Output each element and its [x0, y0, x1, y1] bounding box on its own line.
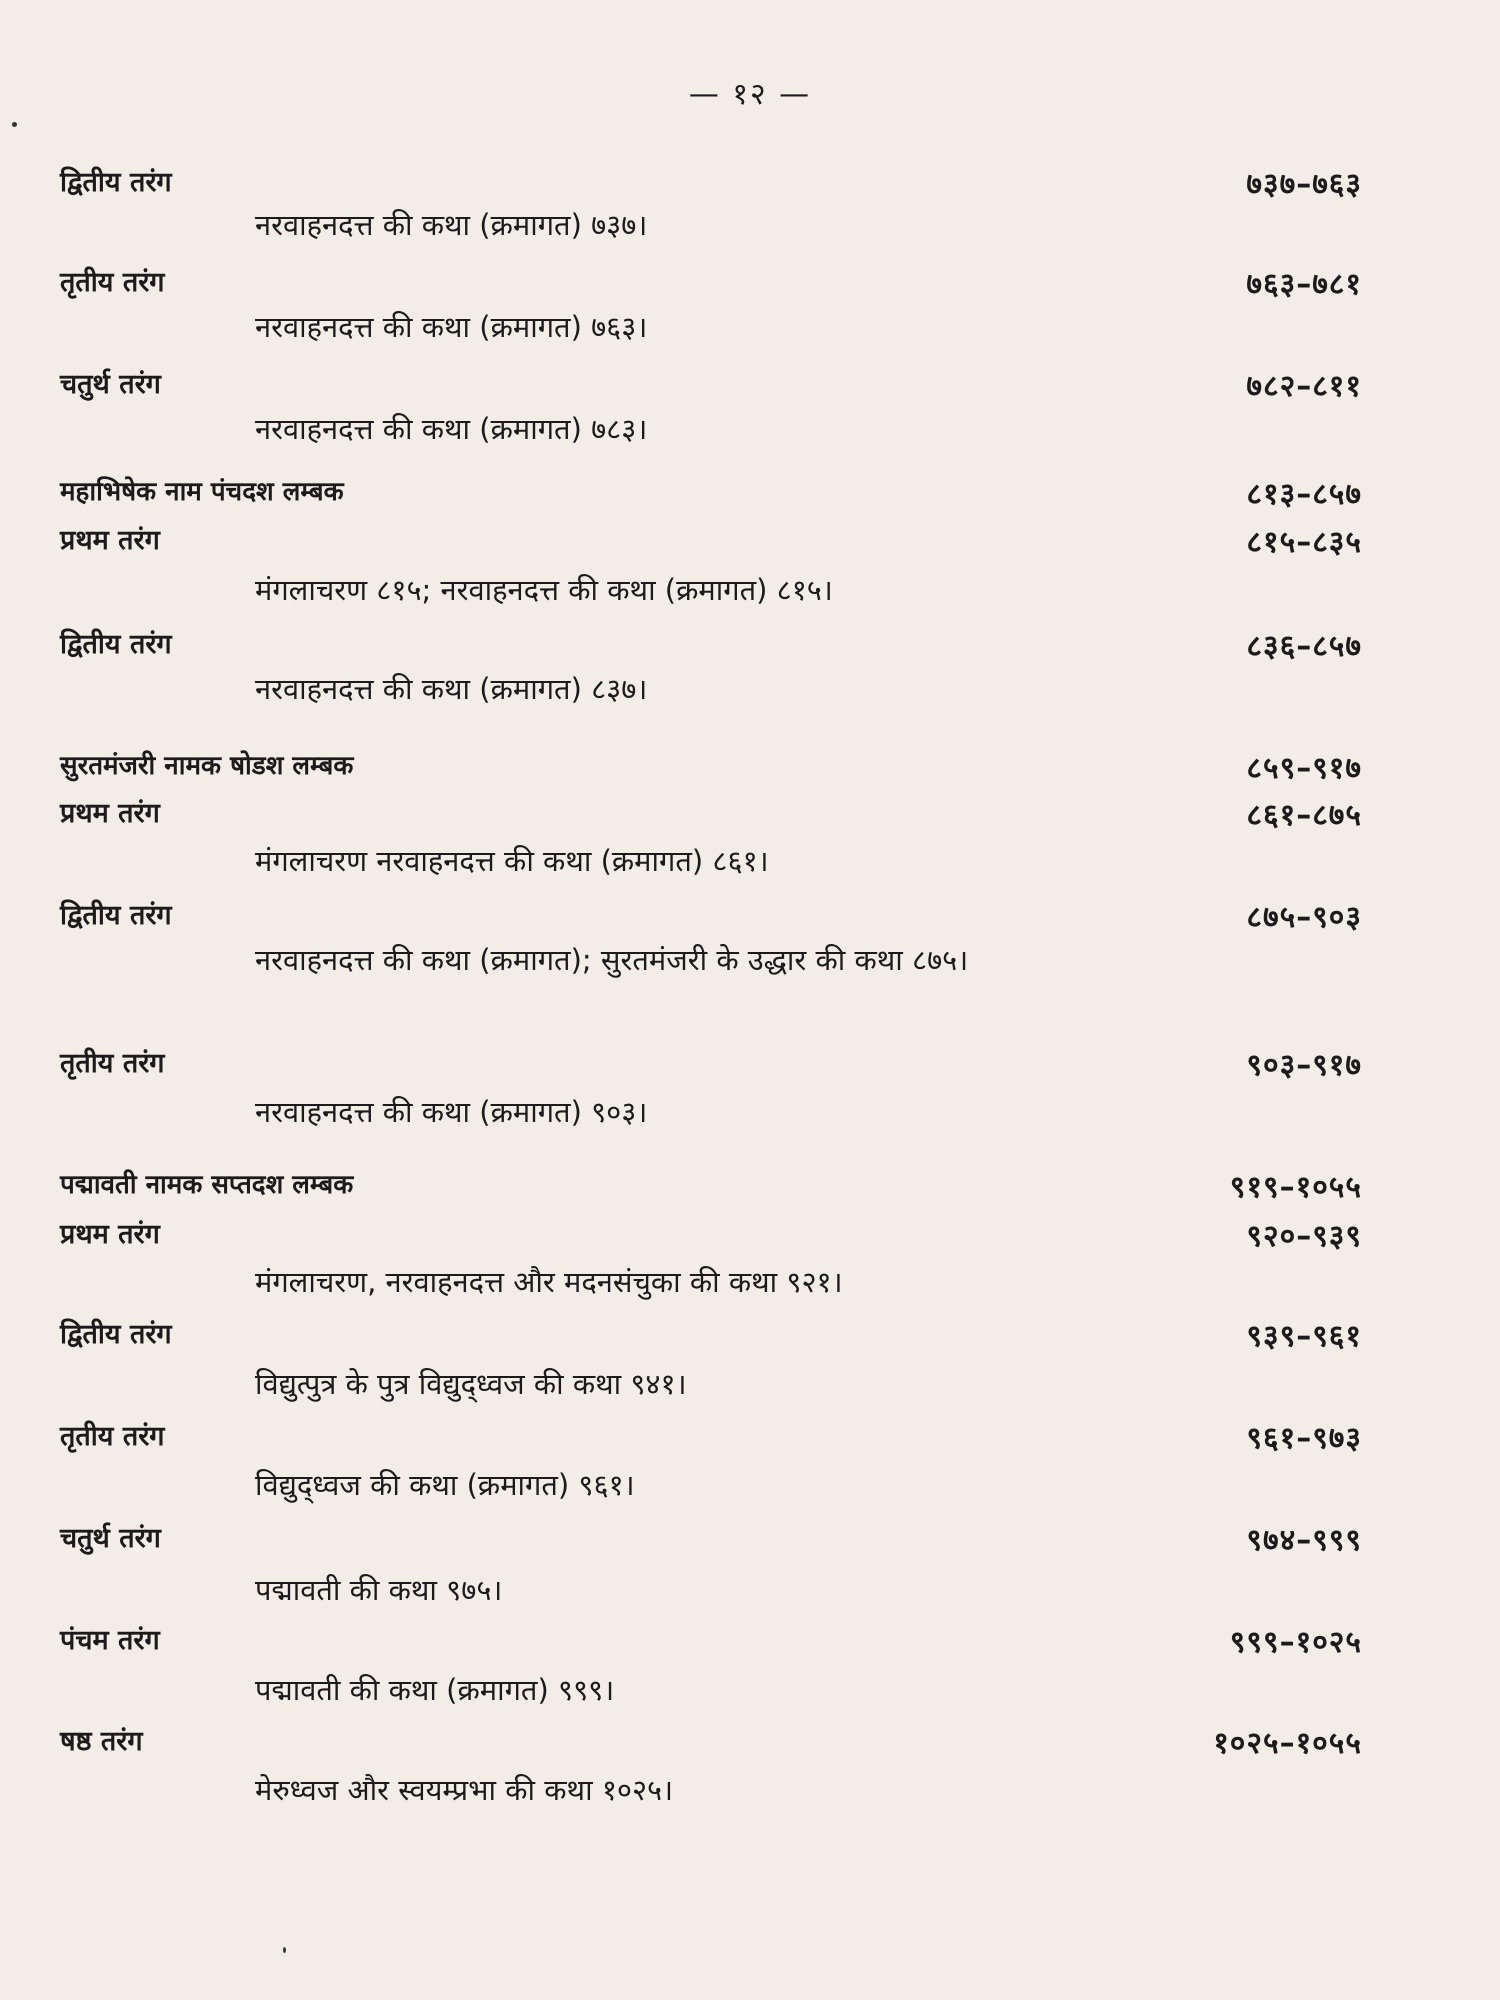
page-range: ८१५–८३५	[1246, 525, 1362, 560]
chapter-entry: मंगलाचरण ८१५; नरवाहनदत्त की कथा (क्रमागत) ८१५।	[255, 573, 833, 607]
page-range: ९६१–९७३	[1246, 1421, 1362, 1456]
section-heading: सुरतमंजरी नामक षोडश लम्बक	[60, 751, 354, 781]
page-range: ८३६–८५७	[1246, 629, 1362, 664]
page-range: ८६१–८७५	[1246, 798, 1362, 833]
chapter-heading: षष्ठ तरंग	[60, 1726, 143, 1757]
page-range: ९९९–१०२५	[1229, 1625, 1362, 1660]
page-range: ७३७–७६३	[1246, 167, 1362, 202]
chapter-heading: द्वितीय तरंग	[60, 1319, 172, 1350]
chapter-entry: विद्युद्ध्वज की कथा (क्रमागत) ९६१।	[255, 1468, 635, 1502]
page-range: ७८२–८११	[1246, 369, 1362, 404]
ink-speck	[12, 122, 17, 127]
page-range: ९१९–१०५५	[1229, 1170, 1362, 1205]
chapter-entry: नरवाहनदत्त की कथा (क्रमागत) ८३७।	[255, 672, 648, 706]
chapter-entry: मंगलाचरण नरवाहनदत्त की कथा (क्रमागत) ८६१।	[255, 844, 769, 878]
chapter-heading: तृतीय तरंग	[60, 1048, 165, 1079]
page-range: ९०३–९१७	[1246, 1048, 1362, 1083]
page-range: १०२५–१०५५	[1213, 1726, 1362, 1761]
chapter-entry: नरवाहनदत्त की कथा (क्रमागत) ७८३।	[255, 412, 648, 446]
chapter-entry: नरवाहनदत्त की कथा (क्रमागत); सुरतमंजरी के उद्धार की कथा ८७५।	[255, 943, 969, 977]
chapter-entry: मेरुध्वज और स्वयम्प्रभा की कथा १०२५।	[255, 1773, 674, 1807]
chapter-heading: तृतीय तरंग	[60, 267, 165, 298]
ink-speck	[283, 1947, 286, 1953]
chapter-entry: मंगलाचरण, नरवाहनदत्त और मदनसंचुका की कथा ९२१।	[255, 1265, 843, 1299]
chapter-heading: तृतीय तरंग	[60, 1421, 165, 1452]
chapter-heading: प्रथम तरंग	[60, 1219, 160, 1250]
chapter-heading: द्वितीय तरंग	[60, 629, 172, 660]
chapter-heading: प्रथम तरंग	[60, 798, 160, 829]
page-range: ७६३–७८१	[1246, 267, 1362, 302]
page-range: ८१३–८५७	[1246, 477, 1362, 512]
page-range: ९२०–९३९	[1246, 1219, 1362, 1254]
page-number: — १२ —	[688, 77, 812, 112]
page-range: ९७४–९९९	[1246, 1523, 1362, 1558]
page-range: ८७५–९०३	[1246, 900, 1362, 935]
section-heading: महाभिषेक नाम पंचदश लम्बक	[60, 477, 344, 507]
chapter-entry: नरवाहनदत्त की कथा (क्रमागत) ७६३।	[255, 310, 648, 344]
chapter-entry: पद्मावती की कथा (क्रमागत) ९९९।	[255, 1673, 615, 1707]
page-range: ८५९–९१७	[1246, 751, 1362, 786]
chapter-heading: द्वितीय तरंग	[60, 167, 172, 198]
chapter-entry: पद्मावती की कथा ९७५।	[255, 1573, 503, 1607]
chapter-heading: चतुर्थ तरंग	[60, 369, 161, 400]
page-range: ९३९–९६१	[1246, 1319, 1362, 1354]
chapter-heading: द्वितीय तरंग	[60, 900, 172, 931]
chapter-heading: प्रथम तरंग	[60, 525, 160, 556]
chapter-heading: चतुर्थ तरंग	[60, 1523, 161, 1554]
chapter-entry: विद्युत्पुत्र के पुत्र विद्युद्ध्वज की कथा ९४१।	[255, 1367, 687, 1401]
chapter-heading: पंचम तरंग	[60, 1625, 160, 1656]
chapter-entry: नरवाहनदत्त की कथा (क्रमागत) ९०३।	[255, 1095, 648, 1129]
section-heading: पद्मावती नामक सप्तदश लम्बक	[60, 1170, 354, 1200]
chapter-entry: नरवाहनदत्त की कथा (क्रमागत) ७३७।	[255, 208, 648, 242]
